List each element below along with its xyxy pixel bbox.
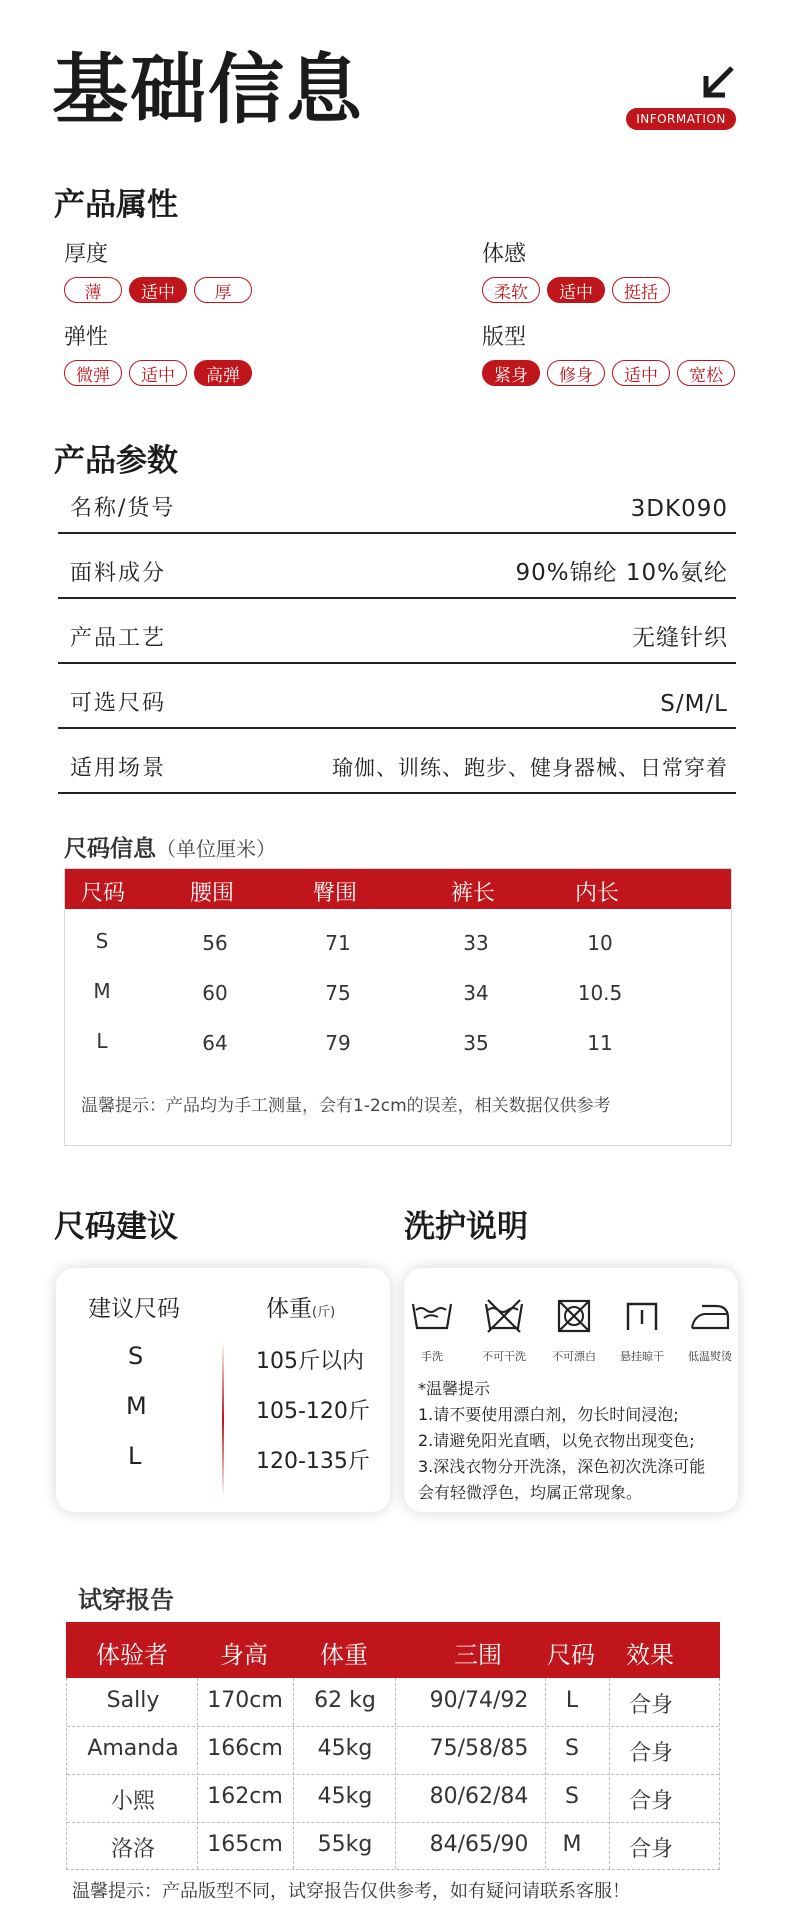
advice-size: M: [126, 1392, 147, 1420]
trial-cell: 45kg: [317, 1736, 373, 1761]
size-col-inseam: 内长: [575, 881, 620, 906]
trial-col-measure: 三围: [454, 1641, 502, 1669]
pill-stiff: 挺括: [612, 277, 670, 303]
param-value: 瑜伽、训练、跑步、健身器械、日常穿着: [332, 756, 728, 780]
size-cell: 56: [202, 931, 228, 955]
size-cell: 79: [325, 1031, 351, 1055]
trial-note: 温馨提示：产品版型不同，试穿报告仅供参考，如有疑问请联系客服！: [72, 1881, 630, 1902]
size-cell: L: [96, 1029, 108, 1053]
param-key: 适用场景: [70, 756, 167, 781]
pill-high-stretch-selected: 高弹: [194, 360, 252, 386]
advice-divider: [222, 1340, 224, 1498]
care-tip: 1.请不要使用漂白剂，勿长时间浸泡;: [418, 1405, 679, 1424]
param-row-sizes: [58, 667, 736, 729]
size-info-title: 尺码信息: [64, 836, 156, 862]
pill-stretch-medium: 适中: [129, 360, 187, 386]
pill-slight-stretch: 微弹: [64, 360, 122, 386]
advice-col-size: 建议尺码: [88, 1296, 180, 1322]
col-divider: [395, 1678, 396, 1869]
trial-cell: 90/74/92: [429, 1688, 529, 1713]
param-value: S/M/L: [660, 691, 728, 717]
pill-soft: 柔软: [482, 277, 540, 303]
trial-cell: 合身: [628, 1693, 674, 1718]
trial-col-weight: 体重: [320, 1641, 368, 1669]
pill-loose: 宽松: [677, 360, 735, 386]
thickness-options: [64, 277, 252, 303]
col-divider: [293, 1678, 294, 1869]
trial-cell: L: [565, 1688, 579, 1713]
size-info-heading: [64, 830, 276, 863]
attributes-title: 产品属性: [54, 187, 178, 223]
col-divider: [545, 1678, 546, 1869]
advice-size: L: [128, 1442, 142, 1470]
col-divider: [197, 1678, 198, 1869]
care-label: 不可漂白: [552, 1350, 596, 1363]
trial-cell: 55kg: [317, 1832, 373, 1857]
advice-col-weight: 体重: [266, 1296, 312, 1322]
trial-table-header: [66, 1622, 720, 1678]
care-tip: 会有轻微浮色，均属正常现象。: [418, 1483, 643, 1502]
pill-medium-selected: 适中: [129, 277, 187, 303]
care-label: 手洗: [421, 1350, 443, 1363]
size-cell: M: [93, 979, 111, 1003]
param-row-craft: [58, 602, 736, 664]
feel-options: [482, 277, 670, 303]
care-label: 悬挂晾干: [620, 1350, 664, 1363]
pill-tight-selected: 紧身: [482, 360, 540, 386]
trial-cell: 合身: [628, 1741, 674, 1766]
trial-cell: 80/62/84: [429, 1784, 529, 1809]
pill-slim: 修身: [547, 360, 605, 386]
advice-size: S: [128, 1342, 144, 1370]
size-cell: 33: [463, 931, 489, 955]
size-cell: S: [95, 929, 109, 953]
size-cell: 10: [587, 931, 613, 955]
param-key: 面料成分: [70, 561, 167, 586]
pill-fit-medium: 适中: [612, 360, 670, 386]
row-divider: [67, 1774, 719, 1775]
size-cell: 34: [463, 981, 489, 1005]
param-row-scenes: [58, 732, 736, 794]
size-cell: 75: [325, 981, 351, 1005]
low-iron-icon: [688, 1296, 732, 1336]
trial-col-effect: 效果: [626, 1641, 674, 1669]
size-col-size: 尺码: [81, 881, 126, 906]
attr-label-thickness: 厚度: [64, 242, 109, 267]
param-key: 名称/货号: [70, 496, 176, 521]
trial-cell: 合身: [628, 1789, 674, 1814]
advice-col-weight-wrap: [266, 1290, 335, 1323]
row-divider: [67, 1726, 719, 1727]
pill-feel-medium-selected: 适中: [547, 277, 605, 303]
attr-label-elasticity: 弹性: [64, 325, 109, 350]
trial-cell: 166cm: [207, 1736, 283, 1761]
care-tip: 3.深浅衣物分开洗涤，深色初次洗涤可能: [418, 1457, 706, 1476]
elasticity-options: [64, 360, 252, 386]
param-key: 可选尺码: [70, 691, 167, 716]
param-row-fabric: [58, 537, 736, 599]
size-col-hip: 臀围: [313, 881, 358, 906]
no-bleach-icon: [552, 1296, 596, 1336]
size-info-unit: （单位厘米）: [156, 837, 276, 861]
hang-dry-shade-icon: [620, 1296, 664, 1336]
trial-col-size: 尺码: [547, 1641, 595, 1669]
param-value: 无缝针织: [632, 625, 728, 651]
no-dry-clean-icon: [482, 1296, 526, 1336]
care-label: 不可干洗: [482, 1350, 526, 1363]
page-title: 基础信息: [52, 45, 364, 134]
size-cell: 64: [202, 1031, 228, 1055]
size-col-length: 裤长: [451, 881, 496, 906]
trial-title: 试穿报告: [78, 1586, 174, 1614]
care-tip: 2.请避免阳光直晒，以免衣物出现变色;: [418, 1431, 695, 1450]
param-key: 产品工艺: [70, 626, 167, 651]
size-info-note: 温馨提示：产品均为手工测量，会有1-2cm的误差，相关数据仅供参考: [81, 1096, 611, 1116]
size-cell: 35: [463, 1031, 489, 1055]
trial-cell: 小熙: [110, 1789, 156, 1814]
pill-thick: 厚: [194, 277, 252, 303]
care-label: 低温熨烫: [688, 1350, 732, 1363]
trial-cell: S: [565, 1736, 579, 1761]
advice-weight: 105斤以内: [256, 1349, 364, 1374]
trial-cell: 162cm: [207, 1784, 283, 1809]
size-advice-title: 尺码建议: [54, 1209, 178, 1245]
trial-cell: 84/65/90: [429, 1832, 529, 1857]
trial-cell: 165cm: [207, 1832, 283, 1857]
trial-cell: 合身: [628, 1837, 674, 1862]
trial-col-tester: 体验者: [96, 1641, 168, 1669]
advice-weight: 120-135斤: [256, 1449, 370, 1474]
care-title: 洗护说明: [404, 1209, 528, 1245]
attr-label-feel: 体感: [482, 242, 527, 267]
fit-options: [482, 360, 735, 386]
size-table: [64, 868, 732, 1146]
size-cell: 10.5: [577, 981, 623, 1005]
size-table-header: [65, 869, 731, 909]
advice-weight: 105-120斤: [256, 1399, 370, 1424]
care-tip-title: *温馨提示: [418, 1379, 491, 1398]
trial-cell: Sally: [106, 1688, 160, 1713]
param-row-name: [58, 472, 736, 534]
params-title: 产品参数: [54, 443, 178, 479]
hand-wash-icon: [410, 1296, 454, 1336]
information-badge: INFORMATION: [626, 108, 736, 130]
trial-cell: 170cm: [207, 1688, 283, 1713]
trial-cell: Amanda: [87, 1736, 179, 1761]
param-value: 90%锦纶 10%氨纶: [515, 560, 728, 586]
size-advice-card: [56, 1268, 390, 1512]
trial-cell: 洛洛: [110, 1837, 156, 1862]
param-value: 3DK090: [630, 496, 728, 522]
attr-label-fit: 版型: [482, 325, 527, 350]
trial-cell: 45kg: [317, 1784, 373, 1809]
size-cell: 11: [587, 1031, 613, 1055]
size-cell: 60: [202, 981, 228, 1005]
trial-col-height: 身高: [220, 1641, 268, 1669]
trial-table: [66, 1678, 720, 1870]
advice-col-weight-unit: (斤): [312, 1305, 336, 1320]
size-cell: 71: [325, 931, 351, 955]
pill-thin: 薄: [64, 277, 122, 303]
trial-cell: M: [562, 1832, 582, 1857]
arrow-down-left-icon: [700, 64, 738, 102]
row-divider: [67, 1822, 719, 1823]
size-col-waist: 腰围: [190, 881, 235, 906]
col-divider: [609, 1678, 610, 1869]
trial-cell: S: [565, 1784, 579, 1809]
trial-cell: 75/58/85: [429, 1736, 529, 1761]
trial-cell: 62 kg: [314, 1688, 376, 1713]
